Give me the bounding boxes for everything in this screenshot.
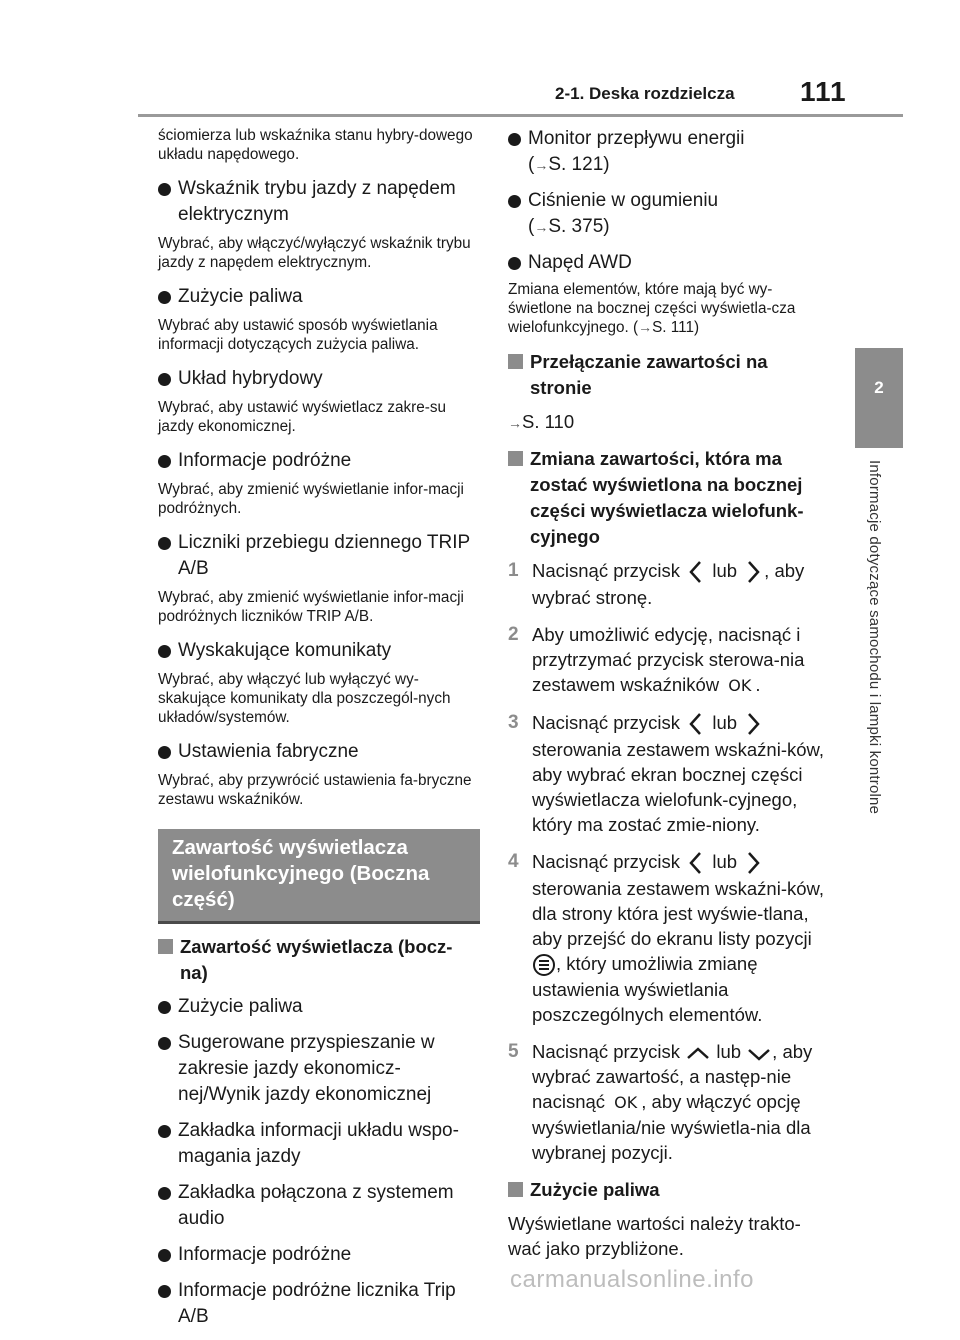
chevron-right-icon [742, 559, 764, 585]
bullet-icon [158, 645, 171, 658]
step-2: 2 Aby umożliwić edycję, nacisnąć i przytrzymać przycisk sterowa-nia zestawem wskaźników OK . [508, 622, 830, 698]
square-bullet-icon [158, 939, 173, 954]
list-item: Zakładka połączona z systemem audio [158, 1180, 480, 1232]
square-bullet-icon [508, 354, 523, 369]
settings-item [158, 284, 480, 354]
bullet-icon [158, 1037, 171, 1050]
ok-button-icon: OK [728, 676, 752, 696]
sub-heading: Zużycie paliwa [508, 1177, 830, 1203]
bullet-icon [508, 257, 521, 270]
item-title: Wyskakujące komunikaty [178, 640, 392, 661]
arrow-right-icon: → [534, 157, 549, 173]
list-item: Informacje podróżne [158, 1242, 480, 1268]
item-title: Ustawienia fabryczne [178, 741, 359, 762]
chevron-left-icon [685, 850, 707, 876]
list-item: Sugerowane przyspieszanie w zakresie jazdy ekonomicz-nej/Wynik jazdy ekonomicznej [158, 1030, 480, 1108]
settings-item [158, 176, 480, 272]
chevron-right-icon [742, 850, 764, 876]
list-item: Monitor przepływu energii (→S. 121) [508, 126, 830, 178]
item-desc: Wybrać, aby przywrócić ustawienia fa-bryczne zestawu wskaźników. [158, 772, 472, 808]
step-4: 4 Nacisnąć przycisk lub sterowania zestawem wskaźni-ków, dla strony która jest wyświe-tlana, aby przejść do ekranu listy pozycji , który umożliwia zmianę ustawienia wyświetlania poszczególnych elementów. [508, 851, 824, 1026]
awd-desc: Zmiana elementów, które mają być wy-świetlone na bocznej części wyświetla-cza wielofunkcyjnego. (→S. 111) [508, 281, 796, 336]
chapter-tab[interactable] [855, 348, 903, 448]
bullet-icon [158, 1001, 171, 1014]
step-5: 5 Nacisnąć przycisk lub , aby wybrać zawartość, a następ-nie nacisnąć OK , aby włączyć opcję wyświetlania/nie wyświetla-nia dla wybranej pozycji. [508, 1041, 813, 1164]
square-bullet-icon [508, 1182, 523, 1197]
item-title: Zużycie paliwa [178, 286, 303, 307]
list-menu-icon [532, 953, 556, 977]
bullet-icon [158, 1125, 171, 1138]
section-heading-box: Zawartość wyświetlacza wielofunkcyjnego (Boczna część) [158, 829, 480, 924]
settings-item [158, 739, 480, 809]
chevron-up-icon [685, 1044, 711, 1064]
list-item: Zużycie paliwa [158, 994, 480, 1020]
bullet-icon [508, 195, 521, 208]
list-item: Ciśnienie w ogumieniu (→S. 375) [508, 188, 830, 240]
page-number: 111 [800, 76, 847, 107]
watermark: carmanualsonline.info [510, 1266, 754, 1293]
item-title: Wskaźnik trybu jazdy z napędem elektrycznym [178, 178, 456, 225]
right-column [508, 126, 830, 1271]
left-column [158, 126, 480, 1340]
item-desc: Wybrać, aby zmienić wyświetlanie infor-macji podróżnych. [158, 481, 464, 517]
ok-button-icon: OK [614, 1093, 638, 1113]
item-desc: Wybrać, aby zmienić wyświetlanie infor-macji podróżnych liczników TRIP A/B. [158, 589, 464, 625]
chevron-down-icon [746, 1044, 772, 1064]
bullet-icon [158, 183, 171, 196]
item-desc: Wybrać, aby włączyć/wyłączyć wskaźnik trybu jazdy z napędem elektrycznym. [158, 235, 471, 271]
bullet-icon [158, 373, 171, 386]
bullet-icon [508, 133, 521, 146]
chevron-left-icon [685, 711, 707, 737]
settings-item [158, 638, 480, 727]
bullet-icon [158, 1249, 171, 1262]
sub-heading: Zawartość wyświetlacza (bocz-na) [158, 934, 480, 986]
bullet-icon [158, 746, 171, 759]
settings-item [158, 366, 480, 436]
bullet-icon [158, 537, 171, 550]
bullet-icon [158, 291, 171, 304]
page-header [0, 0, 960, 130]
bullet-icon [158, 1187, 171, 1200]
chapter-title: Informacje dotyczące samochodu i lampki kontrolne [866, 460, 883, 815]
list-item: Informacje podróżne licznika Trip A/B [158, 1278, 480, 1330]
chevron-right-icon [742, 711, 764, 737]
chevron-left-icon [685, 559, 707, 585]
item-desc: Wybrać aby ustawić sposób wyświetlania informacji dotyczących zużycia paliwa. [158, 317, 438, 353]
arrow-right-icon: → [534, 219, 549, 235]
section-title: 2-1. Deska rozdzielcza [555, 84, 735, 103]
bullet-icon [158, 455, 171, 468]
page-reference: →S. 110 [508, 411, 575, 432]
arrow-right-icon: → [638, 319, 653, 335]
sub-heading: Zmiana zawartości, która ma zostać wyświetlona na bocznej części wyświetlacza wielofunk-cyjnego [508, 446, 830, 550]
fuel-note: Wyświetlane wartości należy trakto-wać jako przybliżone. [508, 1213, 801, 1260]
item-title: Liczniki przebiegu dziennego TRIP A/B [178, 532, 470, 579]
header-divider [138, 114, 903, 117]
bullet-icon [158, 1285, 171, 1298]
chapter-number: 2 [874, 378, 884, 397]
settings-item [158, 448, 480, 518]
step-3: 3 Nacisnąć przycisk lub sterowania zestawem wskaźni-ków, aby wybrać ekran bocznej części wyświetlacza wielofunk-cyjnego, który ma zostać zmie-niony. [508, 712, 824, 836]
arrow-right-icon: → [508, 415, 522, 431]
item-desc: Wybrać, aby włączyć lub wyłączyć wy-skakujące komunikaty dla poszczegól-nych układów/systemów. [158, 671, 451, 726]
settings-item [158, 530, 480, 626]
item-title: Informacje podróżne [178, 450, 352, 471]
sub-heading: Przełączanie zawartości na stronie [508, 349, 830, 401]
item-desc: Wybrać, aby ustawić wyświetlacz zakre-su jazdy ekonomicznej. [158, 399, 447, 435]
list-item: Napęd AWD [508, 250, 830, 276]
intro-text: ściomierza lub wskaźnika stanu hybry-dowego układu napędowego. [158, 127, 473, 163]
square-bullet-icon [508, 451, 523, 466]
item-title: Układ hybrydowy [178, 368, 323, 389]
list-item: Zakładka informacji układu wspo-magania jazdy [158, 1118, 480, 1170]
step-1: 1 Nacisnąć przycisk lub , aby wybrać stronę. [508, 560, 805, 609]
